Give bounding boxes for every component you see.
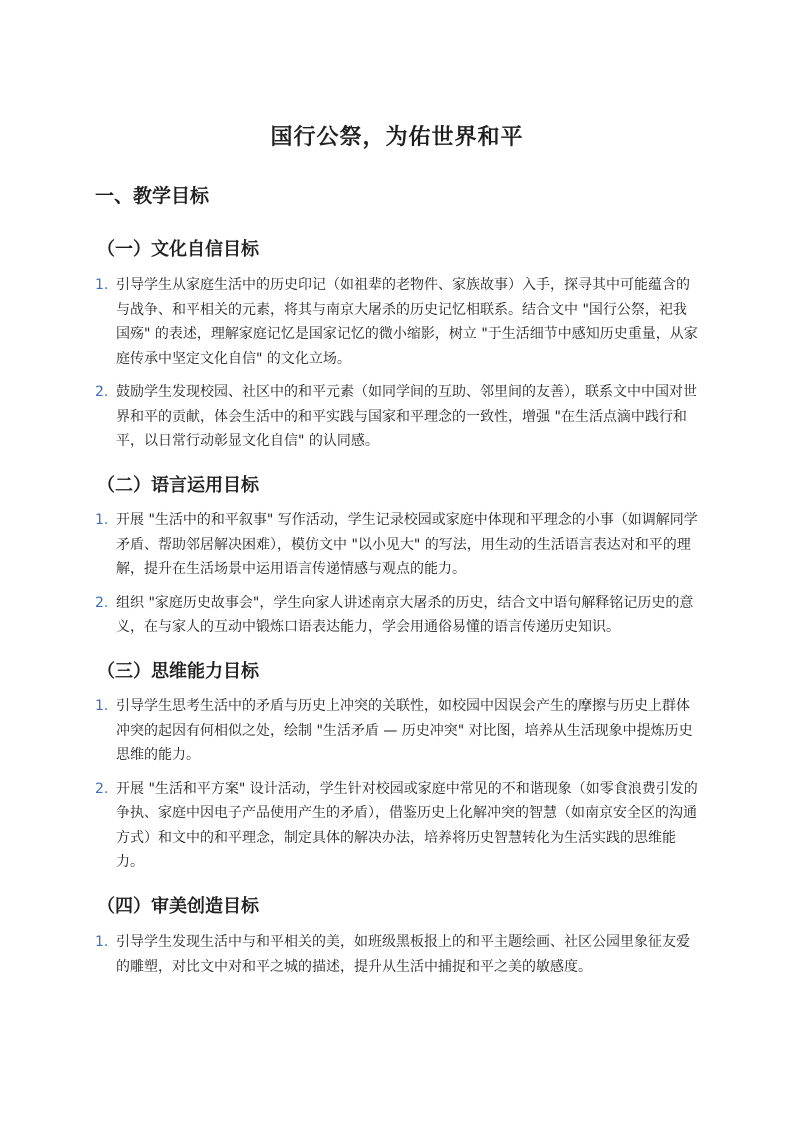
document-title: 国行公祭，为佑世界和平: [270, 125, 524, 150]
list-item-text: 组织 "家庭历史故事会"，学生向家人讲述南京大屠杀的历史，结合文中语句解释铭记历史的意义，在与家人的互动中锻炼口语表达能力，学会用通俗易懂的语言传递历史知识。: [116, 594, 694, 635]
list-item-text: 引导学生发现生活中与和平相关的美，如班级黑板报上的和平主题绘画、社区公园里象征友爱的雕塑，对比文中对和平之城的描述，提升从生活中捕捉和平之美的敏感度。: [116, 934, 690, 975]
list-number: 1.: [95, 934, 109, 950]
list-item: [95, 930, 700, 979]
list-number: 2.: [95, 384, 109, 400]
list-item-text: 开展 "生活中的和平叙事" 写作活动，学生记录校园或家庭中体现和平理念的小事（如调解同学矛盾、帮助邻居解决困难），模仿文中 "以小见大" 的写法，用生动的生活语言表达对和平的理解，提升在生活场景中运用语言传递情感与观点的能力。: [116, 512, 698, 577]
list-item-text: 引导学生思考生活中的矛盾与历史上冲突的关联性，如校园中因误会产生的摩擦与历史上群体冲突的起因有何相似之处，绘制 "生活矛盾 — 历史冲突" 对比图，培养从生活现象中提炼历史思维的能力。: [116, 698, 693, 763]
list-number: 1.: [95, 277, 109, 293]
subsection-heading-aesthetic-creation: （四）审美创造目标: [97, 896, 259, 917]
list-item: [95, 380, 700, 454]
list-item-text: 引导学生从家庭生活中的历史印记（如祖辈的老物件、家族故事）入手，探寻其中可能蕴含的与战争、和平相关的元素，将其与南京大屠杀的历史记忆相联系。结合文中 "国行公祭，祀我国殇" 的表述，理解家庭记忆是国家记忆的微小缩影，树立 "于生活细节中感知历史重量，从家庭传承中坚定文化自信" 的文化立场。: [116, 277, 698, 367]
list-item: [95, 591, 700, 640]
subsection-heading-language-use: （二）语言运用目标: [97, 475, 259, 496]
list-item: [95, 694, 700, 768]
list-item: [95, 777, 700, 875]
subsection-heading-thinking-ability: （三）思维能力目标: [97, 661, 259, 682]
section-heading-teaching-goals: 一、教学目标: [95, 185, 210, 207]
goal-list-language-use: [95, 508, 700, 640]
list-item: [95, 273, 700, 371]
list-number: 1.: [95, 512, 109, 528]
goal-list-aesthetic-creation: [95, 930, 700, 979]
list-number: 2.: [95, 594, 109, 611]
list-item: [95, 508, 700, 582]
list-number: 1.: [95, 698, 109, 714]
subsection-heading-cultural-confidence: （一）文化自信目标: [97, 239, 259, 260]
goal-list-thinking-ability: [95, 694, 700, 875]
list-number: 2.: [95, 780, 109, 797]
goal-list-cultural-confidence: [95, 273, 700, 454]
list-item-text: 开展 "生活和平方案" 设计活动，学生针对校园或家庭中常见的不和谐现象（如零食浪费引发的争执、家庭中因电子产品使用产生的矛盾），借鉴历史上化解冲突的智慧（如南京安全区的沟通方式）和文中的和平理念，制定具体的解决办法，培养将历史智慧转化为生活实践的思维能力。: [116, 780, 698, 870]
list-item-text: 鼓励学生发现校园、社区中的和平元素（如同学间的互助、邻里间的友善），联系文中中国对世界和平的贡献，体会生活中的和平实践与国家和平理念的一致性，增强 "在生活点滴中践行和平，以日常行动彰显文化自信" 的认同感。: [116, 384, 697, 449]
